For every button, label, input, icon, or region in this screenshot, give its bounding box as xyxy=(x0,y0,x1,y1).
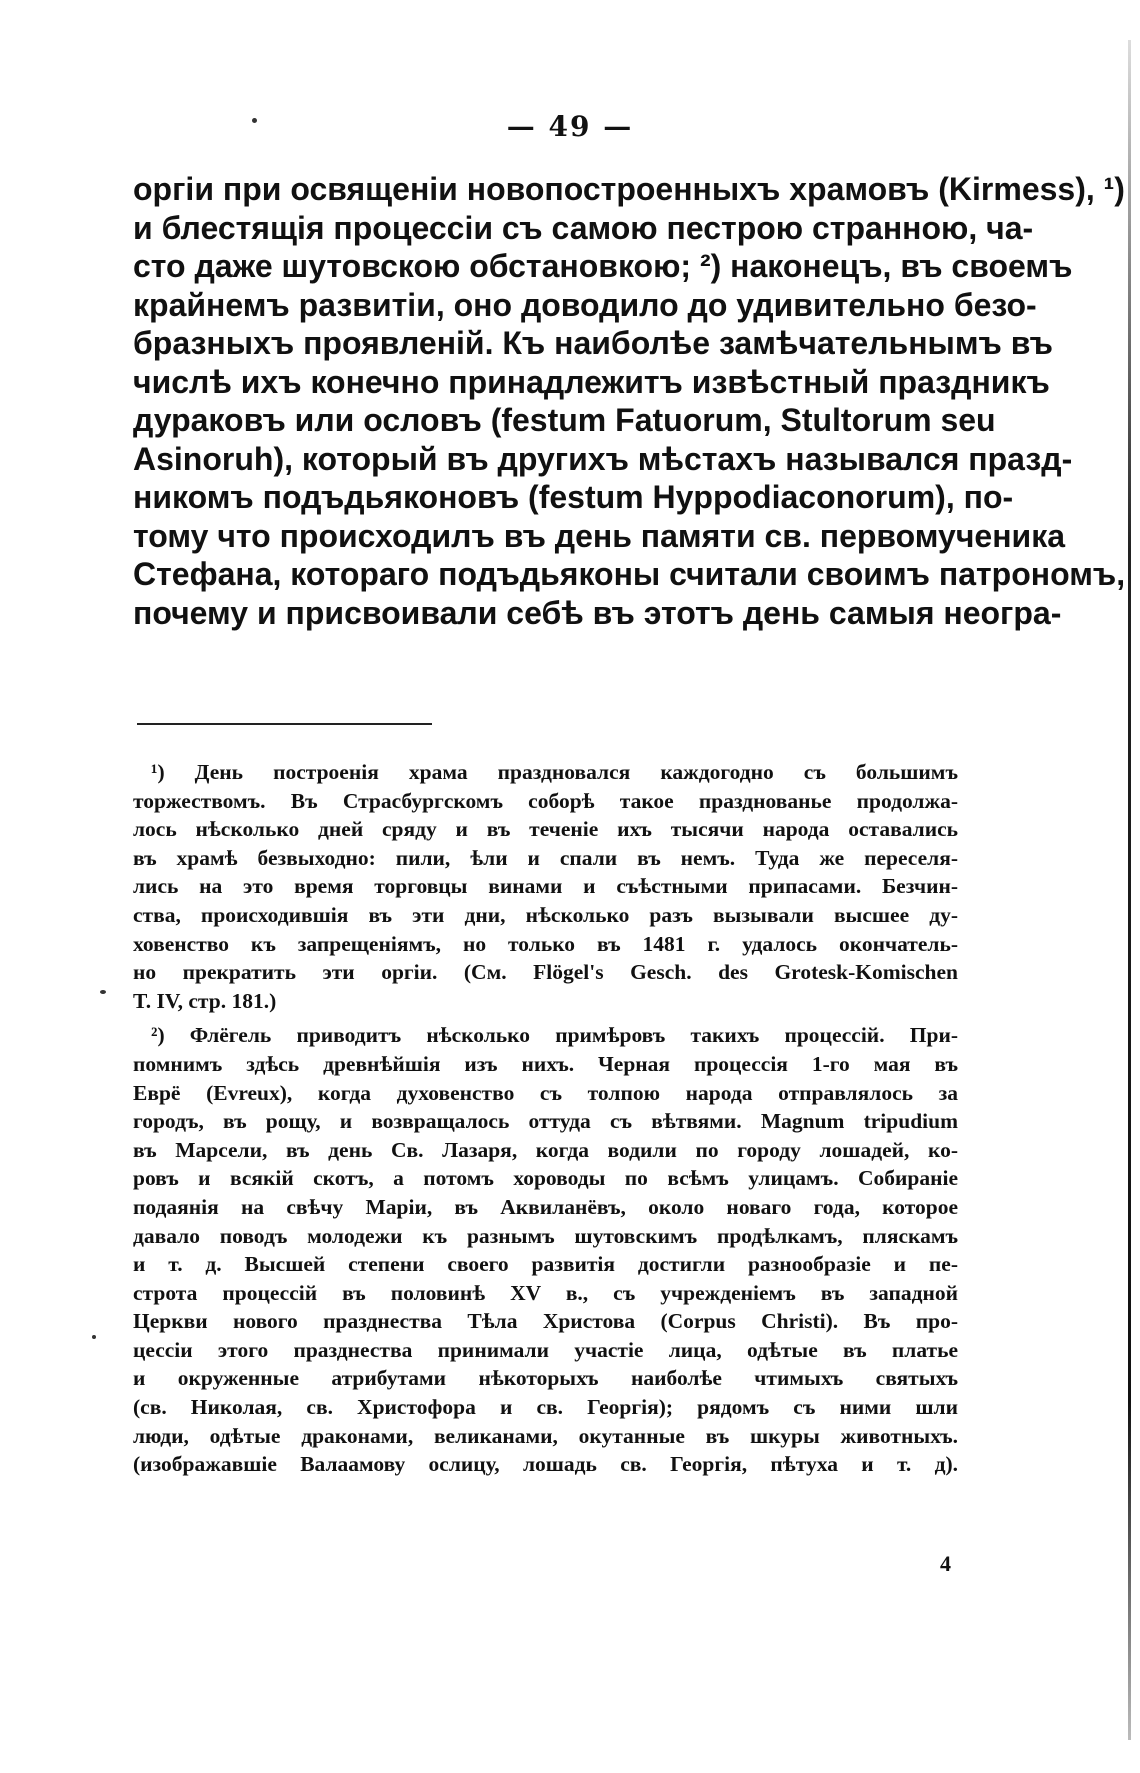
scan-speck xyxy=(100,990,106,994)
main-line-4: крайнемъ развитіи, оно доводило до удивительно безо- xyxy=(133,286,1037,323)
footnote-2-line-7: подаянія на свѣчу Маріи, въ Аквиланёвъ, около новаго года, которое xyxy=(133,1194,958,1219)
footnote-2-line-15: люди, одѣтые драконами, великанами, окутанные въ шкуры животныхъ. xyxy=(133,1423,958,1448)
footnote-2-line-4: городъ, въ рощу, и возвращалось оттуда съ вѣтвями. Magnum tripudium xyxy=(133,1109,958,1134)
main-line-7: дураковъ или ословъ (festum Fatuorum, Stultorum seu xyxy=(133,402,996,438)
footnote-2-line-16: (изображавшіе Валаамову ослицу, лошадь св. Георгія, пѣтуха и т. д). xyxy=(133,1452,958,1477)
footnote-1-line-9: T. IV, стр. 181.) xyxy=(133,988,277,1013)
main-line-11: Стефана, котораго подъдьяконы считали своимъ патрономъ, xyxy=(133,556,1126,592)
footnote-2-line-6: ровъ и всякій скотъ, а потомъ хороводы по всѣмъ улицамъ. Собираніе xyxy=(133,1166,958,1191)
page-number: — 49 — xyxy=(506,110,634,143)
scan-speck xyxy=(92,1335,96,1339)
main-line-10: тому что происходилъ въ день памяти св. первомученика xyxy=(133,517,1066,554)
footnote-2-line-12: цессіи этого празднества принимали участіе лица, одѣтые въ платье xyxy=(133,1337,958,1362)
footnote-1-line-5: лись на это время торговцы винами и съѣстными припасами. Безчин- xyxy=(133,874,958,899)
main-text-block xyxy=(133,170,1126,632)
main-line-12: почему и присвоивали себѣ въ этотъ день самыя неогра- xyxy=(133,594,1062,631)
footnote-2-line-10: строта процессій въ половинѣ XV в., съ учрежденіемъ въ западной xyxy=(133,1280,958,1305)
footnote-2-line-11: Церкви нового празднества Тѣла Христова (Corpus Christi). Въ про- xyxy=(133,1309,958,1334)
scan-speck xyxy=(252,118,257,123)
footnote-1-line-6: ства, происходившія въ эти дни, нѣсколько разъ вызывали высшее ду- xyxy=(133,902,958,927)
footnote-2-line-2: помнимъ здѣсь древнѣйшія изъ нихъ. Черная процессія 1-го мая въ xyxy=(133,1051,958,1076)
main-line-2: и блестящія процессіи съ самою пестрою странною, ча- xyxy=(133,209,1034,246)
footnote-2-line-1: ²) Флёгель приводитъ нѣсколько примѣровъ такихъ процессій. При- xyxy=(151,1023,958,1048)
signature-mark: 4 xyxy=(940,1551,951,1576)
footnote-1-line-8: но прекратить эти оргіи. (См. Flögel's Gesch. des Grotesk-Komischen xyxy=(133,960,958,985)
main-line-9: никомъ подъдьяконовъ (festum Hyppodiaconorum), по- xyxy=(133,479,1014,515)
footnote-1-line-3: лось нѣсколько дней сряду и въ теченіе ихъ тысячи народа оставались xyxy=(133,817,958,842)
footnote-separator-rule xyxy=(137,723,432,725)
page-edge-shadow xyxy=(1128,40,1131,1740)
footnote-1 xyxy=(133,758,958,1015)
footnote-1-line-1: ¹) День построенія храма праздновался каждогодно съ большимъ xyxy=(151,760,958,784)
footnotes-block xyxy=(133,758,958,1479)
main-line-3: сто даже шутовскою обстановкою; ²) наконецъ, въ своемъ xyxy=(133,248,1073,284)
footnote-2-line-8: давало поводъ молодежи къ разнымъ шутовскимъ продѣлкамъ, пляскамъ xyxy=(133,1223,958,1248)
footnote-2-line-3: Еврё (Evreux), когда духовенство съ толпою народа отправлялось за xyxy=(133,1080,958,1105)
footnote-1-line-2: торжествомъ. Въ Страсбургскомъ соборѣ такое празднованье продолжа- xyxy=(133,788,958,813)
footnote-2-line-14: (св. Николая, св. Христофора и св. Георгія); рядомъ съ ними шли xyxy=(133,1395,958,1420)
footnote-2-line-9: и т. д. Высшей степени своего развитія достигли разнообразіе и пе- xyxy=(133,1252,958,1277)
main-line-8: Asinoruh), который въ другихъ мѣстахъ назывался празд- xyxy=(133,440,1073,477)
footnote-1-line-4: въ храмѣ безвыходно: пили, ѣли и спали въ немъ. Туда же переселя- xyxy=(133,845,958,870)
footnote-2-line-13: и окруженные атрибутами нѣкоторыхъ наиболѣе чтимыхъ святыхъ xyxy=(133,1366,958,1391)
footnote-1-line-7: ховенство къ запрещеніямъ, но только въ 1481 г. удалось окончатель- xyxy=(133,931,958,956)
footnote-2-line-5: въ Марсели, въ день Св. Лазаря, когда водили по городу лошадей, ко- xyxy=(133,1137,958,1162)
footnote-2 xyxy=(133,1021,958,1479)
main-line-5: бразныхъ проявленій. Къ наиболѣе замѣчательнымъ въ xyxy=(133,325,1053,361)
main-line-1: оргіи при освященіи новопостроенныхъ храмовъ (Kirmess), ¹) xyxy=(133,171,1125,207)
main-line-6: числѣ ихъ конечно принадлежитъ извѣстный праздникъ xyxy=(133,363,1050,400)
